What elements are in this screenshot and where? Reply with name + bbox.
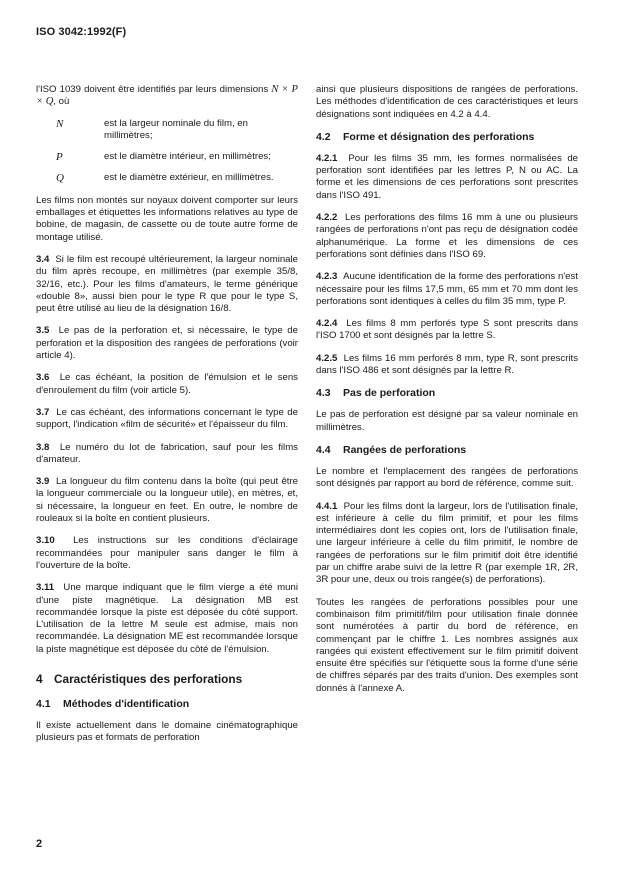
clause-3-7: 3.7 Le cas échéant, des informations concernant le type de support, l'indication «film de sécurité» et l'épaisseur du film. bbox=[36, 406, 298, 431]
clause-3-5: 3.5 Le pas de la perforation et, si nécessaire, le type de perforation et la disposition des rangées de perforations (voir article 4). bbox=[36, 325, 298, 362]
section-4-3-heading: 4.3 Pas de perforation bbox=[316, 387, 436, 400]
left-column bbox=[36, 84, 298, 745]
unmounted-films-paragraph: Les films non montés sur noyaux doivent comporter sur leurs emballages et étiquettes les informations relatives au type de bobine, de magasin, de cassette ou de toute autre forme de montage utilisé. bbox=[36, 194, 298, 243]
clause-3-9: 3.9 La longueur du film contenu dans la boîte (qui peut être la longueur commerciale ou la longueur utile), en mètres, et, si nécessaire, la longueur en feet. En outre, le nombre de rouleaux si la boîte en contient plusieurs. bbox=[36, 476, 298, 525]
clause-4-2-2: 4.2.2 Les perforations des films 16 mm à une ou plusieurs rangées de perforations n'ont pas reçu de désignation codée alphanumérique. La forme et les dimensions de ces perforations sont définies dans l'ISO 69. bbox=[316, 212, 578, 260]
definition-p: P est le diamètre intérieur, en millimètres; bbox=[56, 151, 271, 164]
continuation-paragraph: ainsi que plusieurs dispositions de rangées de perforations. Les méthodes d'identification de ces caractéristiques et leurs désignations sont indiquées en 4.2 à 4.4. bbox=[316, 84, 578, 120]
section-4-heading: 4 Caractéristiques des perforations bbox=[36, 671, 243, 686]
clause-3-10: 3.10 Les instructions sur les conditions d'éclairage recommandées pour manipuler sans danger le film à l'ouverture de la boîte. bbox=[36, 535, 298, 571]
page-number: 2 bbox=[36, 838, 43, 850]
clause-3-6: 3.6 Le cas échéant, la position de l'émulsion et le sens d'enroulement du film (voir article 5). bbox=[36, 372, 298, 396]
clause-3-8: 3.8 Le numéro du lot de fabrication, sauf pour les films d'amateur. bbox=[36, 441, 298, 465]
clause-4-2-4: 4.2.4 Les films 8 mm perforés type S sont prescrits dans l'ISO 1700 et sont désignés par la lettre S. bbox=[316, 318, 578, 342]
section-4-2-heading: 4.2 Forme et désignation des perforations bbox=[316, 130, 535, 143]
dimension-formula: N × P × Q bbox=[36, 84, 298, 108]
clause-3-11: 3.11 Une marque indiquant que le film vierge a été muni d'une piste magnétique. La désignation MB est recommandée lorsque la piste est déposée du côté support. L'utilisation de la lettre M seule est admise, mais non recommandée. La désignation ME est recommandée lorsque la piste magnétique est déposée du côté de l'émulsion. bbox=[36, 582, 298, 655]
section-4-4-heading: 4.4 Rangées de perforations bbox=[316, 443, 467, 456]
clause-4-2-1: 4.2.1 Pour les films 35 mm, les formes normalisées de perforation sont identifiées par les lettres P, N ou AC. La forme et les dimensions de ces perforations sont prescrites dans l'ISO 491. bbox=[316, 152, 578, 201]
row-numbering-paragraph: Toutes les rangées de perforations possibles pour une combinaison film primitif/film pour utilisation finale donnée sont numérotées à partir du bord de référence, en commençant par le chiffre 1. Les nombres assignés aux rangées qui existent effectivement sur le film primitif doivent ensuite être spécifiés sur l'étiquette sous la forme d'une série de chiffres séparés par des traits d'union. Des exemples sont donnés à l'annexe A. bbox=[316, 596, 578, 694]
section-4-1-heading: 4.1 Méthodes d'identification bbox=[36, 697, 190, 710]
document-id-header: ISO 3042:1992(F) bbox=[36, 26, 127, 38]
definition-q: Q est le diamètre extérieur, en millimètres. bbox=[56, 172, 274, 185]
section-4-3-paragraph: Le pas de perforation est désigné par sa valeur nominale en millimètres. bbox=[316, 409, 578, 433]
clause-4-4-1: 4.4.1 Pour les films dont la largeur, lors de l'utilisation finale, est inférieure à celle du film primitif, et pour les films intermédiaires dont les copies ont, lors de l'utilisation finale, une largeur inférieure à celle du film primitif, le nombre de rangées de perforations sur le film primitif doit être identifié par un chiffre arabe suivi de la lettre R (par exemple 1R, 2R, 3R pour une, deux ou trois rangée(s) de perforations). bbox=[316, 500, 578, 586]
definition-n: N est la largeur nominale du film, en millimètres; bbox=[56, 117, 248, 141]
right-column bbox=[316, 84, 578, 695]
clause-3-4: 3.4 Si le film est recoupé ultérieurement, la largeur nominale du film après recoupe, en millimètres (par exemple 35/8, 32/16, etc.). Pour les films d'amateurs, le terme générique «double 8», aussi bien pour le type R que pour le type S, peut être utilisé au lieu de la désignation 16/8. bbox=[36, 253, 298, 315]
section-4-4-paragraph: Le nombre et l'emplacement des rangées de perforations sont désignés par rapport au bord de référence, comme suit. bbox=[316, 465, 578, 490]
clause-4-2-3: 4.2.3 Aucune identification de la forme des perforations n'est nécessaire pour les films 17,5 mm, 65 mm et 70 mm dont les perforations sont identiques à celles du film 35 mm, type P. bbox=[316, 271, 578, 307]
clause-4-2-5: 4.2.5 Les films 16 mm perforés 8 mm, type R, sont prescrits dans l'ISO 486 et sont désignés par la lettre R. bbox=[316, 352, 578, 377]
intro-paragraph: l'ISO 1039 doivent être identifiés par leurs dimensions N × P × Q, où bbox=[36, 84, 298, 108]
section-4-1-paragraph: Il existe actuellement dans le domaine cinématographique plusieurs pas et formats de perforation bbox=[36, 719, 298, 744]
symbol-definitions bbox=[36, 118, 298, 185]
